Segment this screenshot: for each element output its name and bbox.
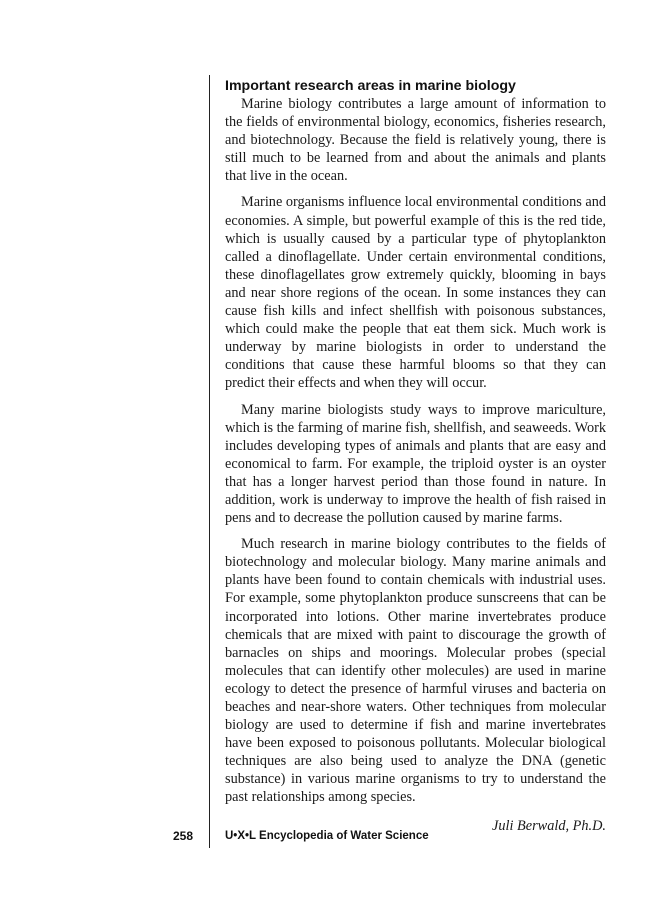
- vertical-margin-rule: [209, 75, 210, 848]
- page-number: 258: [172, 829, 193, 843]
- section-heading: Important research areas in marine biology: [225, 78, 516, 94]
- paragraph-1: Marine biology contributes a large amount of information to the fields of environmental biology, economics, fisheries research, and biotechnology. Because the field is relatively young, there is still much to be learned from and about the animals and plants that live in the ocean.: [225, 96, 606, 185]
- paragraph-4: Much research in marine biology contributes to the fields of biotechnology and molecular biology. Many marine animals and plants have been found to contain chemicals with industrial uses. For example, some phytoplankton produce sunscreens that can be incorporated into lotions. Other marine invertebrates produce chemicals that are mixed with paint to discourage the growth of barnacles on ships and moorings. Molecular probes (special molecules that can identify other molecules) are used in marine ecology to detect the presence of harmful viruses and bacteria on beaches and near-shore waters. Other techniques from molecular biology are used to determine if fish and marine invertebrates have been exposed to poisonous pollutants. Molecular biological techniques are also being used to analyze the DNA (genetic substance) in various marine organisms to try to understand the past relationships among species.: [225, 536, 606, 806]
- paragraph-3: Many marine biologists study ways to improve mariculture, which is the farming of marine fish, shellfish, and seaweeds. Work includes developing types of animals and plants that are easy and economical to farm. For example, the triploid oyster is an oyster that has a longer harvest period than those found in nature. In addition, work is underway to improve the health of fish raised in pens and to decrease the pollution caused by marine farms.: [225, 401, 606, 527]
- book-title-footer: U•X•L Encyclopedia of Water Science: [225, 830, 429, 842]
- author-byline: Juli Berwald, Ph.D.: [492, 817, 606, 834]
- paragraph-2: Marine organisms influence local environmental conditions and economies. A simple, but powerful example of this is the red tide, which is usually caused by a particular type of phytoplankton called a dinoflagellate. Under certain environmental conditions, these dinoflagellates grow extremely quickly, blooming in bays and near shore regions of the ocean. In some instances they can cause fish kills and infect shellfish with poisonous substances, which could make the people that eat them sick. Much work is underway by marine biologists in order to understand the conditions that cause these harmful blooms so that they can predict their effects and when they will occur.: [225, 194, 607, 392]
- article-body: [225, 78, 606, 835]
